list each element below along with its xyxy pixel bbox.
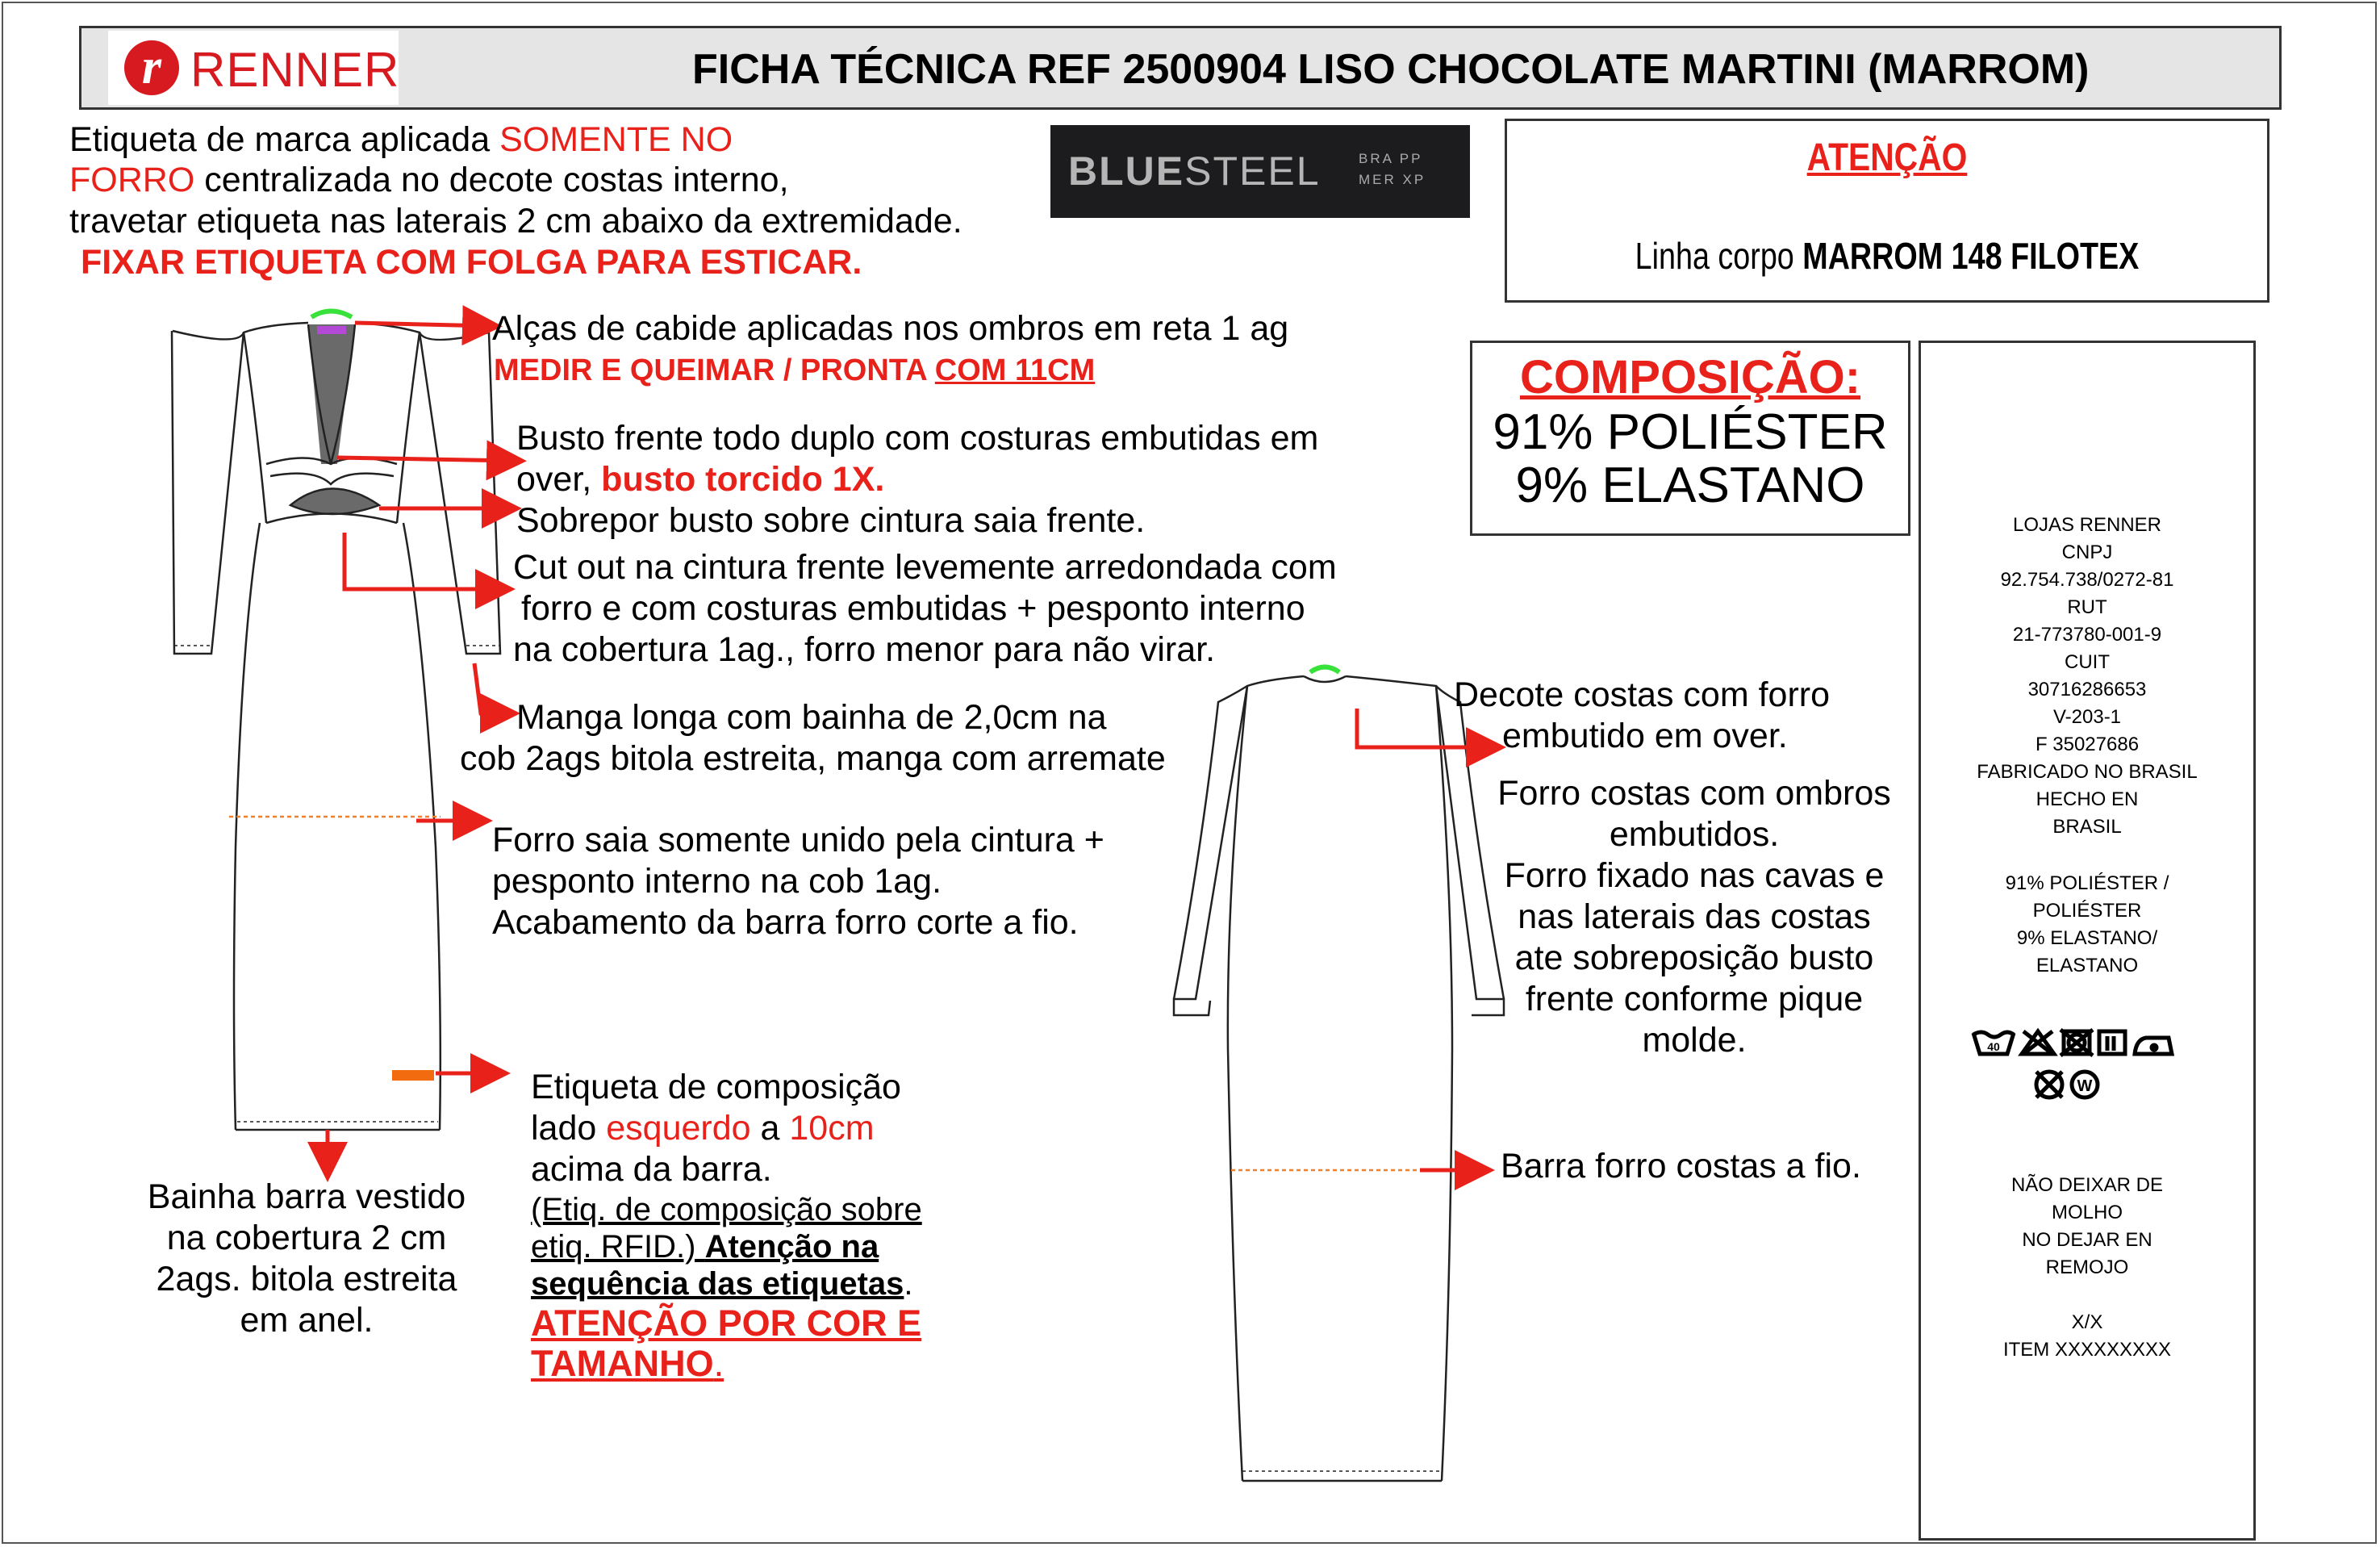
- note-back-lining-line7: molde.: [1642, 1021, 1747, 1060]
- hanger-loop-front: [311, 311, 352, 318]
- label-note-line1: Etiqueta de marca aplicada SOMENTE NO: [69, 120, 733, 159]
- note-comp-label-warning2: TAMANHO.: [531, 1343, 724, 1384]
- care-label-line: X/X: [2071, 1311, 2103, 1333]
- note-back-hem: Barra forro costas a fio.: [1501, 1147, 1861, 1185]
- note-lining-skirt-line1: Forro saia somente unido pela cintura +: [492, 821, 1104, 859]
- note-bust-line1: Busto frente todo duplo com costuras embutidas em: [516, 419, 1319, 458]
- front-dress-sketch: [172, 323, 500, 1130]
- brand-size-row1: BRA PP: [1359, 151, 1423, 166]
- renner-logo-mark: r: [124, 40, 179, 95]
- note-sleeve-line1: Manga longa com bainha de 2,0cm na: [516, 698, 1107, 737]
- note-hem-line3: 2ags. bitola estreita: [156, 1260, 457, 1298]
- page-title: FICHA TÉCNICA REF 2500904 LISO CHOCOLATE MARTINI (MARROM): [692, 46, 2090, 93]
- care-label-line: BRASIL: [2052, 816, 2122, 838]
- note-bust-line2: over, busto torcido 1X.: [516, 460, 885, 499]
- note-comp-label-line4: (Etiq. de composição sobre: [531, 1192, 922, 1227]
- care-label-line: V-203-1: [2052, 706, 2122, 728]
- care-label-line: REMOJO: [2045, 1256, 2129, 1278]
- care-label-line: LOJAS RENNER: [2012, 514, 2162, 536]
- note-hanger-loops: Alças de cabide aplicadas nos ombros em reta 1 ag: [492, 309, 1289, 348]
- note-cutout-line3: na cobertura 1ag., forro menor para não virar.: [513, 630, 1216, 669]
- attention-title: ATENÇÃO: [1806, 136, 1968, 179]
- renner-logo-text: RENNER: [190, 43, 400, 97]
- composition-label-marker: [392, 1070, 434, 1081]
- note-comp-label-line5: etiq. RFID.) Atenção na: [531, 1229, 879, 1265]
- note-comp-label-line6: sequência das etiquetas.: [531, 1266, 913, 1302]
- arrow-sleeve: [474, 663, 508, 713]
- svg-text:W: W: [2077, 1077, 2093, 1095]
- care-label-line: 30716286653: [2027, 679, 2147, 700]
- care-label-line: ELASTANO: [2036, 955, 2139, 976]
- note-cutout-line1: Cut out na cintura frente levemente arredondada com: [513, 548, 1337, 587]
- care-label-line: FABRICADO NO BRASIL: [1977, 761, 2198, 783]
- note-lining-skirt-line2: pesponto interno na cob 1ag.: [492, 862, 942, 901]
- note-comp-label-line1: Etiqueta de composição: [531, 1068, 901, 1106]
- composition-title: COMPOSIÇÃO:: [1519, 351, 1861, 403]
- note-back-lining-line2: embutidos.: [1609, 815, 1780, 854]
- care-label-line: 21-773780-001-9: [2012, 624, 2162, 646]
- care-label-line: NÃO DEIXAR DE: [2010, 1174, 2164, 1196]
- care-label-line: CUIT: [2065, 651, 2110, 673]
- note-sleeve-line2: cob 2ags bitola estreita, manga com arremate: [460, 739, 1166, 778]
- note-back-neckline-line2: embutido em over.: [1502, 717, 1788, 755]
- arrow-cutout: [344, 533, 503, 589]
- care-label-line: HECHO EN: [2036, 788, 2139, 810]
- care-label-line: MOLHO: [2051, 1202, 2123, 1223]
- brand-label-marker: [317, 326, 346, 334]
- note-back-lining-line6: frente conforme pique: [1525, 980, 1864, 1018]
- care-label-line: F 35027686: [2035, 734, 2140, 755]
- label-note-line3: travetar etiqueta nas laterais 2 cm abaixo da extremidade.: [69, 202, 962, 240]
- care-label-line: CNPJ: [2061, 541, 2113, 563]
- note-hem-line1: Bainha barra vestido: [147, 1177, 466, 1216]
- svg-text:40: 40: [1987, 1040, 2000, 1053]
- composition-line2: 9% ELASTANO: [1515, 458, 1865, 513]
- note-back-lining-line4: nas laterais das costas: [1518, 897, 1871, 936]
- note-comp-label-line2: lado esquerdo a 10cm: [531, 1109, 875, 1148]
- care-label-line: NO DEJAR EN: [2022, 1229, 2152, 1251]
- arrow-hanger-loops: [355, 323, 491, 326]
- care-label-line: ITEM XXXXXXXXX: [2002, 1339, 2172, 1361]
- bluesteel-brand-name: BLUESTEEL: [1068, 148, 1321, 194]
- note-hanger-measure: MEDIR E QUEIMAR / PRONTA COM 11CM: [494, 353, 1096, 387]
- composition-line1: 91% POLIÉSTER: [1493, 404, 1888, 460]
- note-cutout-line2: forro e com costuras embutidas + pesponto interno: [521, 589, 1305, 628]
- brand-size-row2: MER XP: [1359, 172, 1426, 187]
- care-label-line: 9% ELASTANO/: [2016, 927, 2158, 949]
- thread-spec: Linha corpo MARROM 148 FILOTEX: [1635, 235, 2140, 277]
- care-label-line: 92.754.738/0272-81: [2000, 569, 2174, 591]
- note-back-lining-line5: ate sobreposição busto: [1514, 939, 1874, 977]
- care-label-line: RUT: [2067, 596, 2107, 618]
- note-lining-skirt-line3: Acabamento da barra forro corte a fio.: [492, 903, 1079, 942]
- arrow-bust: [337, 458, 515, 461]
- note-overlap: Sobrepor busto sobre cintura saia frente.: [516, 501, 1146, 540]
- hanger-loop-back: [1310, 667, 1339, 673]
- note-back-lining-line1: Forro costas com ombros: [1497, 774, 1891, 813]
- label-note-warning: FIXAR ETIQUETA COM FOLGA PARA ESTICAR.: [81, 243, 862, 282]
- note-hem-line4: em anel.: [240, 1301, 374, 1340]
- care-label-line: POLIÉSTER: [2032, 900, 2142, 922]
- note-back-lining-line3: Forro fixado nas cavas e: [1504, 856, 1885, 895]
- note-hem-line2: na cobertura 2 cm: [166, 1219, 447, 1257]
- note-comp-label-warning1: ATENÇÃO POR COR E: [531, 1302, 922, 1344]
- label-note-line2: FORRO centralizada no decote costas interno,: [69, 161, 789, 199]
- note-back-neckline-line1: Decote costas com forro: [1454, 675, 1831, 714]
- care-label-line: 91% POLIÉSTER /: [2005, 872, 2169, 894]
- note-comp-label-line3: acima da barra.: [531, 1150, 772, 1189]
